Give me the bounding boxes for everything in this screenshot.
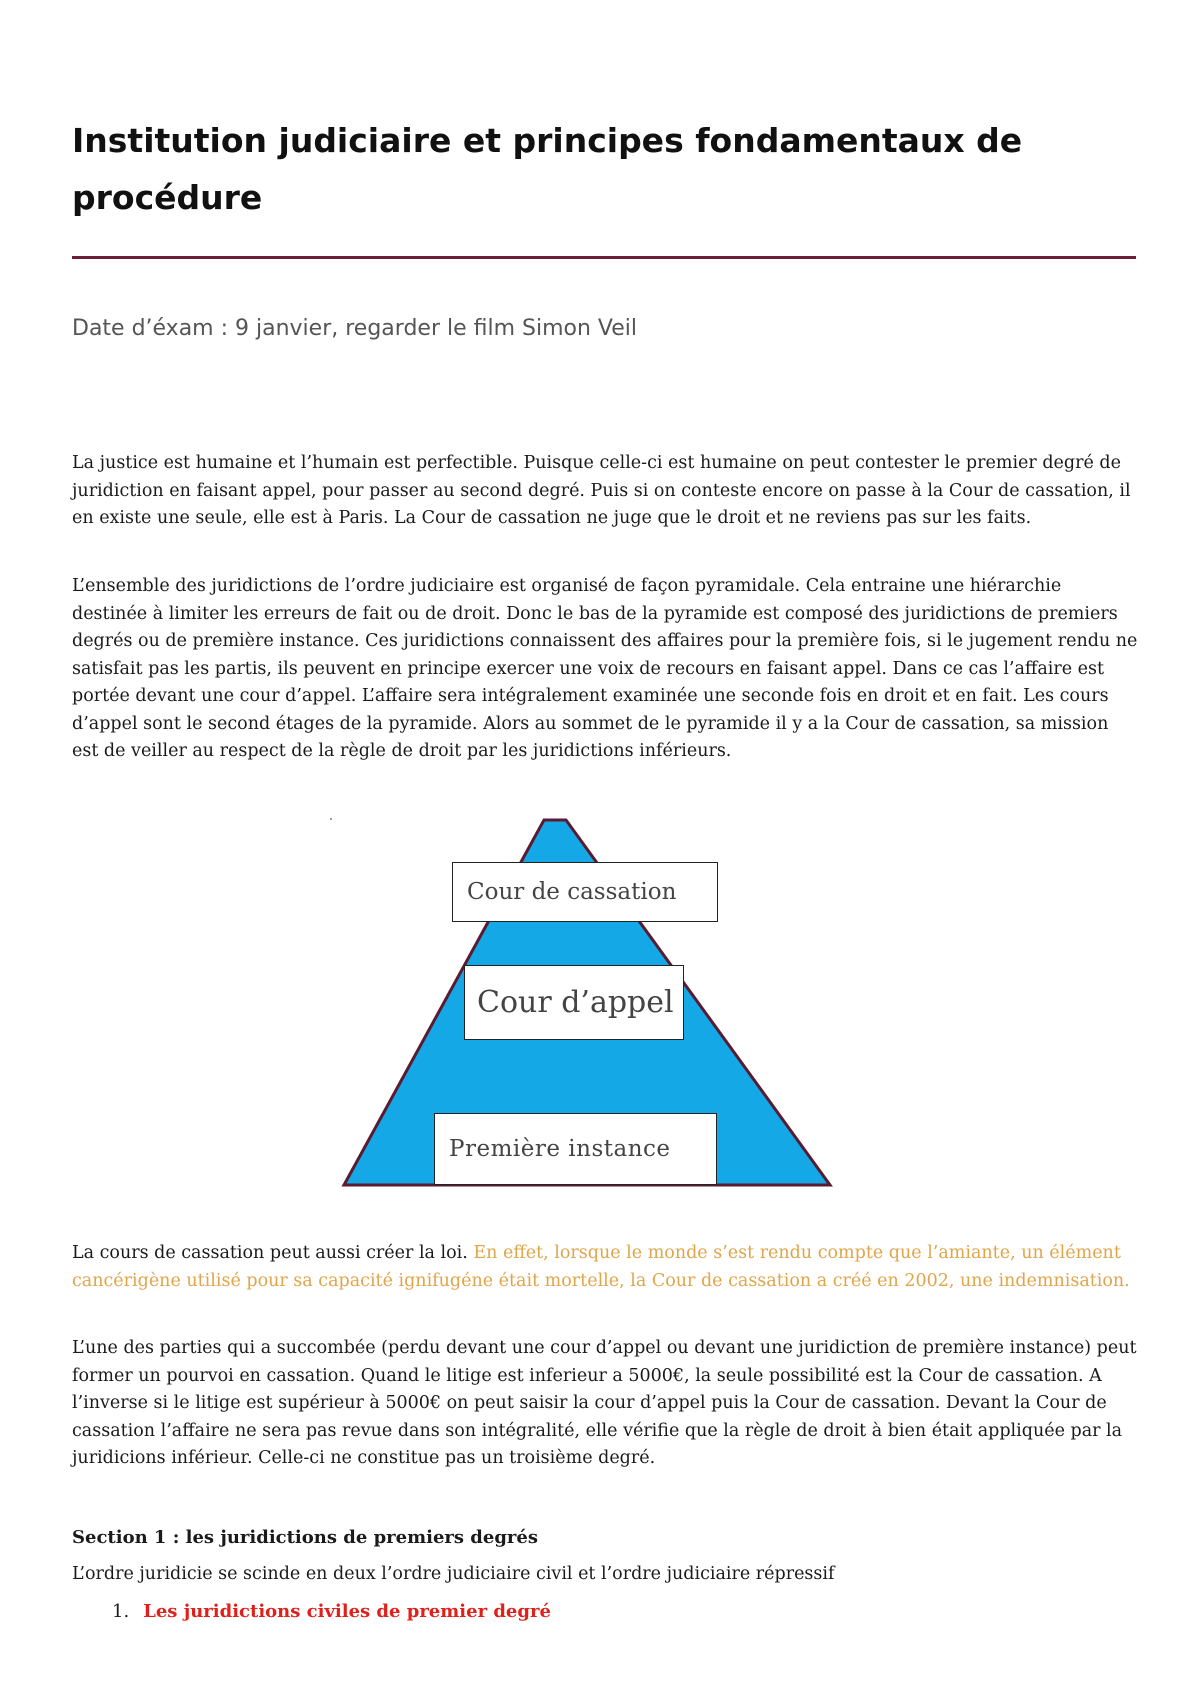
paragraph-ordre-juridique: L’ordre juridicie se scinde en deux l’ordre judiciaire civil et l’ordre judiciaire répressif (72, 1564, 835, 1584)
paragraph-creation-loi-text: La cours de cassation peut aussi créer la loi. (72, 1243, 474, 1263)
title-divider (72, 256, 1136, 259)
highlighted-amiante-text: En effet, lorsque le monde s’est rendu compte que l’amiante, un élément cancérigène utilisé pour sa capacité ignifugéne était mortelle, la Cour de cassation a créé en 2002, une indemnisation. (72, 1243, 1130, 1291)
cour-de-cassation-text: Cour de cassation (467, 879, 677, 905)
pyramid-label-premiere-instance (434, 1113, 717, 1185)
list-item (112, 1598, 551, 1626)
pyramid-label-cour-d-appel (464, 965, 684, 1040)
premiere-instance-text: Première instance (449, 1136, 671, 1162)
section-heading: Section 1 : les juridictions de premiers degrés (72, 1527, 539, 1548)
document-title: Institution judiciaire et principes fondamentaux de procédure (72, 121, 1023, 217)
paragraph-organisation-pyramidale: L’ensemble des juridictions de l’ordre judiciaire est organisé de façon pyramidale. Cela entraine une hiérarchie destinée à limiter les erreurs de fait ou de droit. Donc le bas de la pyramide est composé des juridictions de premiers degrés ou de première instance. Ces juridictions connaissent des affaires pour la première fois, si le jugement rendu ne satisfait pas les partis, ils peuvent en principe exercer une voix de recours en faisant appel. Dans ce cas l’affaire est portée devant une cour d’appel. L’affaire sera intégralement examinée une seconde fois en droit et en fait. Les cours d’appel sont le second étages de la pyramide. Alors au sommet de le pyramide il y a la Cour de cassation, sa mission est de veiller au respect de la règle de droit par les juridictions inférieurs. (72, 576, 1138, 761)
list-item-label: Les juridictions civiles de premier degré (143, 1601, 551, 1622)
document-subtitle: Date d’éxam : 9 janvier, regarder le film Simon Veil (72, 316, 638, 341)
pyramid-label-cour-de-cassation (452, 862, 718, 922)
cour-d-appel-text: Cour d’appel (477, 985, 674, 1020)
paragraph-creation-loi (72, 1240, 1138, 1295)
list-item-number: 1. (112, 1601, 130, 1622)
paragraph-justice-humaine: La justice est humaine et l’humain est perfectible. Puisque celle-ci est humaine on peut contester le premier degré de juridiction en faisant appel, pour passer au second degré. Puis si on conteste encore on passe à la Cour de cassation, il en existe une seule, elle est à Paris. La Cour de cassation ne juge que le droit et ne reviens pas sur les faits. (72, 453, 1131, 528)
paragraph-pourvoi-cassation: L’une des parties qui a succombée (perdu devant une cour d’appel ou devant une juridiction de première instance) peut former un pourvoi en cassation. Quand le litige est inferieur a 5000€, la seule possibilité est la Cour de cassation. A l’inverse si le litige est supérieur à 5000€ on peut saisir la cour d’appel puis la Cour de cassation. Devant la Cour de cassation l’affaire ne sera pas revue dans son intégralité, elle vérifie que la règle de droit à bien était appliquée par la juridicions inférieur. Celle-ci ne constitue pas un troisième degré. (72, 1338, 1137, 1468)
